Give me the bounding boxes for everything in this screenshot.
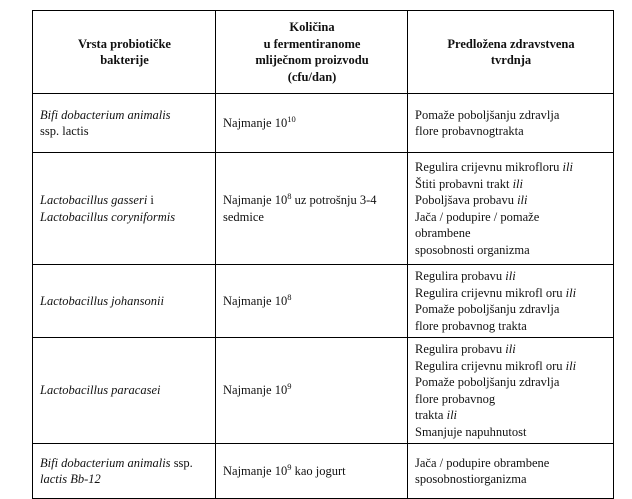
- cell-amount: [216, 444, 408, 499]
- amount-line: [223, 382, 401, 399]
- species-line: [40, 471, 209, 488]
- header-line: Predložena zdravstvena: [447, 36, 575, 51]
- claim-line: [415, 301, 607, 318]
- cell-species: [33, 338, 216, 444]
- cell-health-claim: [408, 444, 614, 499]
- header-line: Vrsta probiotičke: [78, 36, 171, 51]
- species-name-italic: Bifi dobacterium animalis: [40, 455, 171, 470]
- claim-text: Regulira crijevnu mikrofl oru: [415, 358, 566, 373]
- claim-text: sposobnostiorganizma: [415, 472, 527, 486]
- claim-line: [415, 391, 607, 408]
- claim-line: [415, 159, 607, 176]
- claim-text: Pomaže poboljšanju zdravlja: [415, 107, 560, 122]
- claim-text: flore probavnog: [415, 391, 496, 406]
- species-line: [40, 455, 209, 472]
- cell-health-claim: [408, 153, 614, 265]
- species-line: [40, 293, 209, 310]
- species-name-roman: i: [147, 193, 154, 207]
- cell-species: [33, 444, 216, 499]
- claim-line: [415, 242, 607, 259]
- species-line: [40, 107, 209, 124]
- claim-text: Regulira probavu: [415, 342, 506, 356]
- species-name-roman: ssp. lactis: [40, 124, 89, 138]
- claim-line: [415, 209, 607, 226]
- header-line: u fermentiranome: [263, 36, 361, 51]
- claim-line: [415, 176, 607, 193]
- amount-line: [223, 463, 401, 480]
- cell-amount: [216, 153, 408, 265]
- table-row: [33, 265, 614, 338]
- cell-species: [33, 153, 216, 265]
- amount-line: [223, 192, 401, 209]
- amount-exponent: 8: [287, 190, 292, 201]
- claim-conjunction-ili: ili: [565, 358, 577, 373]
- claim-text: Regulira crijevnu mikrofloru: [415, 160, 563, 174]
- species-line: [40, 123, 209, 140]
- header-line: bakterije: [100, 53, 149, 67]
- species-line: [40, 209, 209, 226]
- claim-conjunction-ili: ili: [517, 193, 528, 207]
- claim-line: [415, 471, 607, 488]
- cell-health-claim: [408, 94, 614, 153]
- claim-text: Pomaže poboljšanju zdravlja: [415, 302, 560, 316]
- amount-exponent: 8: [287, 291, 292, 302]
- column-header-species: [33, 11, 216, 94]
- claim-line: [415, 107, 607, 124]
- claim-line: [415, 374, 607, 391]
- claim-text: Štiti probavni trakt: [415, 176, 513, 191]
- species-line: [40, 382, 209, 399]
- amount-text: Najmanje 10: [223, 383, 288, 398]
- claim-line: [415, 123, 607, 140]
- amount-suffix: uz potrošnju 3-4: [291, 193, 377, 207]
- claim-text: Poboljšava probavu: [415, 193, 518, 207]
- table-body: [33, 94, 614, 499]
- species-line: [40, 192, 209, 209]
- claim-text: flore probavnog trakta: [415, 318, 527, 333]
- amount-line: [223, 115, 401, 132]
- species-name-italic: Bifi dobacterium animalis: [40, 107, 171, 122]
- species-name-italic: Lactobacillus coryniformis: [40, 209, 176, 224]
- claim-line: [415, 318, 607, 335]
- amount-line: [223, 293, 401, 310]
- amount-exponent: 9: [287, 381, 292, 392]
- claim-line: [415, 225, 607, 242]
- species-name-roman: ssp.: [170, 455, 193, 470]
- species-name-italic: lactis Bb-12: [40, 472, 101, 486]
- claim-text: Regulira probavu: [415, 269, 506, 283]
- header-row: [33, 11, 614, 94]
- claim-line: [415, 192, 607, 209]
- probiotic-claims-table: [32, 10, 614, 499]
- claim-conjunction-ili: ili: [512, 176, 523, 191]
- claim-line: [415, 358, 607, 375]
- table-row: [33, 153, 614, 265]
- claim-text: flore probavnogtrakta: [415, 124, 524, 138]
- header-line: Količina: [289, 20, 335, 34]
- claim-conjunction-ili: ili: [505, 269, 516, 283]
- amount-text: Najmanje 10: [223, 115, 288, 130]
- claim-text: Pomaže poboljšanju zdravlja: [415, 375, 560, 389]
- amount-exponent: 10: [287, 113, 296, 124]
- cell-amount: [216, 338, 408, 444]
- amount-text: Najmanje 10: [223, 193, 288, 207]
- claim-text: trakta: [415, 408, 447, 422]
- column-header-amount: [216, 11, 408, 94]
- claim-conjunction-ili: ili: [446, 408, 458, 422]
- claim-conjunction-ili: ili: [565, 285, 577, 300]
- claim-line: [415, 268, 607, 285]
- claim-conjunction-ili: ili: [562, 160, 573, 174]
- amount-text: Najmanje 10: [223, 463, 288, 478]
- species-name-italic: Lactobacillus paracasei: [40, 383, 161, 398]
- claim-text: Regulira crijevnu mikrofl oru: [415, 285, 566, 300]
- amount-suffix: kao jogurt: [291, 463, 346, 478]
- amount-line: [223, 209, 401, 226]
- claim-line: [415, 424, 607, 441]
- claim-text: sposobnosti organizma: [415, 242, 530, 257]
- claim-text: Jača / podupire / pomaže: [415, 209, 540, 224]
- cell-species: [33, 265, 216, 338]
- claim-conjunction-ili: ili: [505, 342, 516, 356]
- species-name-italic: Lactobacillus johansonii: [40, 293, 164, 308]
- header-line: (cfu/dan): [287, 69, 337, 84]
- table-header: [33, 11, 614, 94]
- claim-text: Jača / podupire obrambene: [415, 455, 550, 470]
- cell-health-claim: [408, 338, 614, 444]
- claim-line: [415, 341, 607, 358]
- header-line: mliječnom proizvodu: [255, 53, 369, 67]
- table-row: [33, 444, 614, 499]
- header-line: tvrdnja: [490, 53, 532, 67]
- cell-amount: [216, 265, 408, 338]
- column-header-claim: [408, 11, 614, 94]
- claim-line: [415, 407, 607, 424]
- table-row: [33, 338, 614, 444]
- table-row: [33, 94, 614, 153]
- cell-species: [33, 94, 216, 153]
- claim-text: obrambene: [415, 226, 471, 240]
- claim-line: [415, 285, 607, 302]
- amount-text: Najmanje 10: [223, 293, 288, 308]
- species-name-italic: Lactobacillus gasseri: [40, 193, 148, 207]
- amount-text: sedmice: [223, 209, 264, 224]
- claim-line: [415, 455, 607, 472]
- claim-text: Smanjuje napuhnutost: [415, 424, 527, 439]
- cell-health-claim: [408, 265, 614, 338]
- amount-exponent: 9: [287, 461, 292, 472]
- cell-amount: [216, 94, 408, 153]
